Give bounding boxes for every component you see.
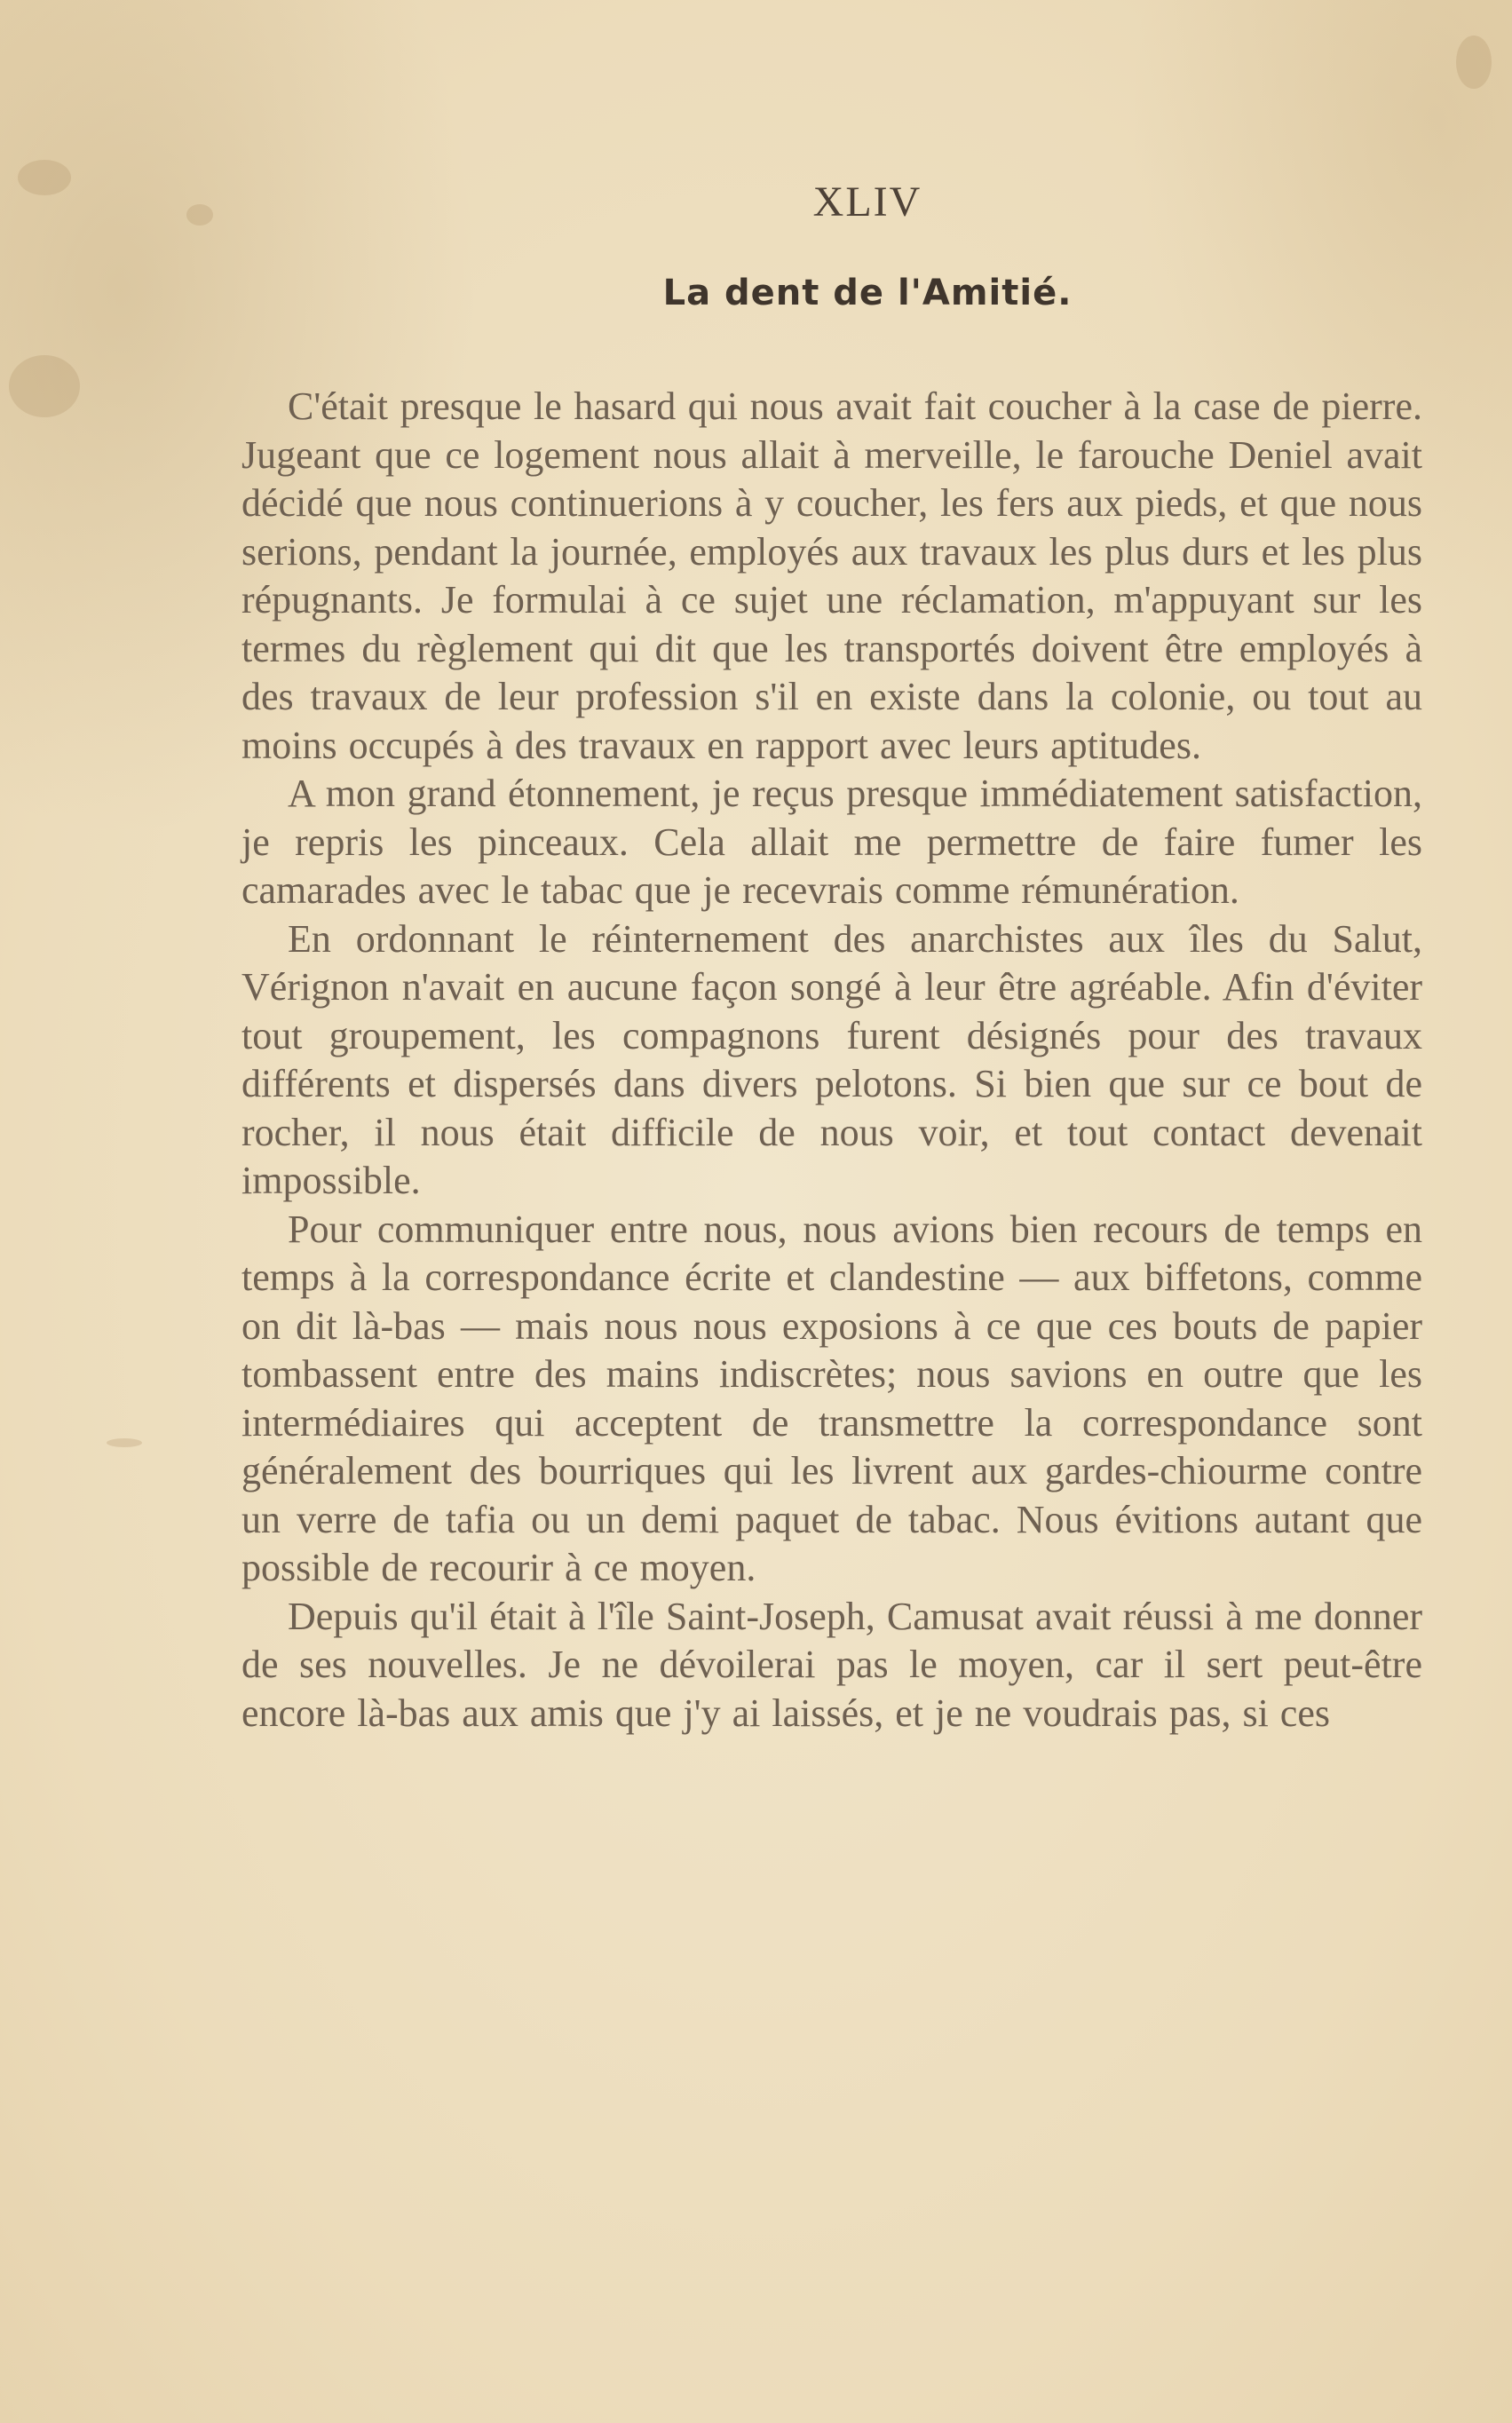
paper-stain [186, 204, 213, 226]
paragraph: C'était presque le hasard qui nous avait fait coucher à la case de pierre. Jugeant que ce logement nous allait à merveille, le farouche Deniel avait décidé que nous continuerions à y coucher, les fers aux pieds, et que nous serions, pendant la journée, employés aux travaux les plus durs et les plus répugnants. Je formulai à ce sujet une réclamation, m'appuyant sur les termes du règlement qui dit que les transportés doivent être employés à des travaux de leur profession s'il en existe dans la colonie, ou tout au moins occupés à des travaux en rapport avec leurs aptitudes. [241, 384, 1422, 767]
paper-stain [107, 1438, 142, 1447]
paragraph: En ordonnant le réinternement des anarchistes aux îles du Salut, Vérignon n'avait en aucune façon songé à leur être agréable. Afin d'éviter tout groupement, les compagnons furent désignés pour des travaux différents et dispersés dans divers pelotons. Si bien que sur ce bout de rocher, il nous était difficile de nous voir, et tout contact devenait impossible. [241, 916, 1422, 1202]
chapter-number: XLIV [812, 178, 922, 226]
paragraph: Pour communiquer entre nous, nous avions bien recours de temps en temps à la correspondance écrite et clandestine — aux biffetons, comme on dit là-bas — mais nous nous exposions à ce que ces bouts de papier tombassent entre des mains indiscrètes; nous savions en outre que les intermédiaires qui acceptent de transmettre la correspondance sont généralement des bourriques qui les livrent aux gardes-chiourme contre un verre de tafia ou un demi paquet de tabac. Nous évitions autant que possible de recourir à ce moyen. [241, 1207, 1422, 1589]
paper-stain [1456, 36, 1492, 89]
page-text [241, 178, 1422, 1738]
paragraph: Depuis qu'il était à l'île Saint-Joseph, Camusat avait réussi à me donner de ses nouvelles. Je ne dévoilerai pas le moyen, car il sert peut-être encore là-bas aux amis que j'y ai laissés, et je ne voudrais pas, si ces [241, 1594, 1422, 1735]
chapter-title: La dent de l'Amitié. [662, 273, 1073, 313]
paragraph: A mon grand étonnement, je reçus presque immédiatement satisfaction, je repris les pinceaux. Cela allait me permettre de faire fumer les camarades avec le tabac que je recevrais comme rémunération. [241, 772, 1422, 912]
paper-stain [9, 355, 80, 417]
paper-stain [18, 160, 71, 195]
